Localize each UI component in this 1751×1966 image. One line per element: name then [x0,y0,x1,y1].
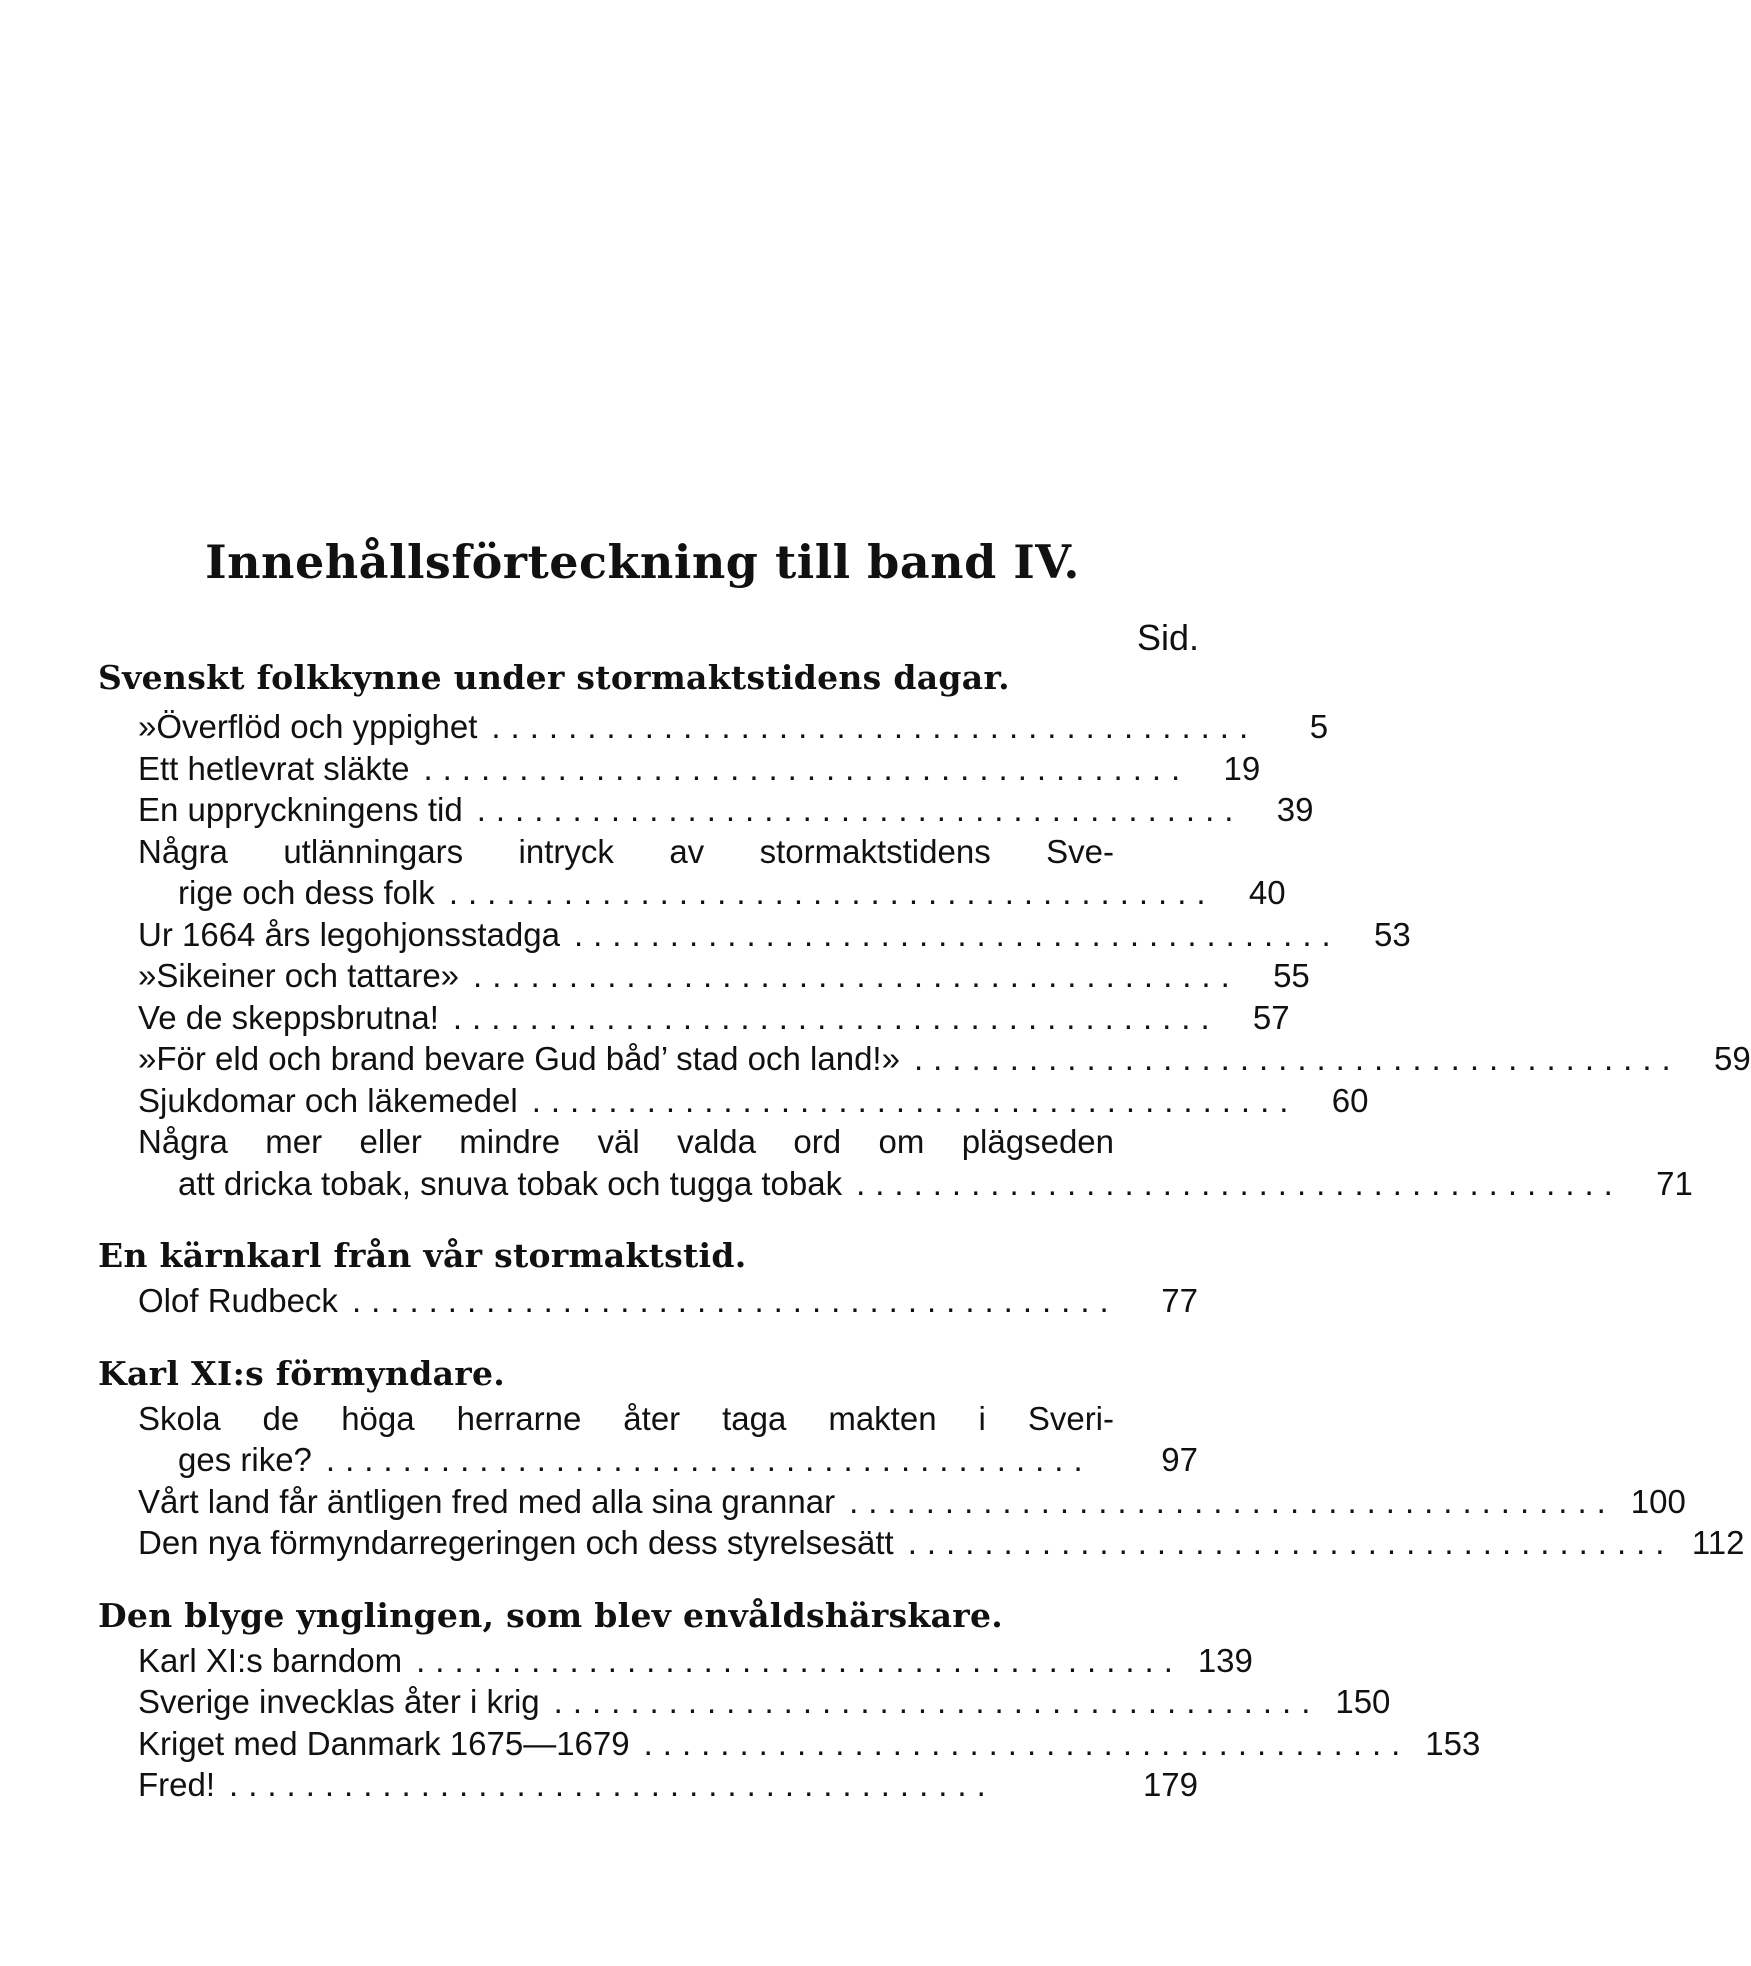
entry-page-number: 179 [1142,1766,1198,1803]
toc-entry [98,831,1286,914]
entry-page-number: 97 [1161,1441,1198,1478]
entry-title: rige och dess folk [178,874,435,911]
entry-page-number: 150 [1335,1683,1391,1720]
entry-title: Ur 1664 års legohjonsstadga [138,915,560,953]
entry-title: Sverige invecklas åter i krig [138,1683,540,1720]
entry-title: Sjukdomar och läkemedel [138,1081,518,1119]
toc-section [98,1350,1745,1564]
toc-entry [98,1121,1693,1204]
toc-entry [98,789,1314,831]
toc-entry [98,1080,1369,1122]
dot-leader: ........................................ [452,998,1220,1036]
entry-title: Vårt land får äntligen fred med alla sina grannar [138,1482,836,1520]
entry-title: Ett hetlevrat släkte [138,749,410,787]
entry-title: »Sikeiner och tattare» [138,957,460,994]
entry-title: »Överflöd och yppighet [138,708,478,745]
entry-title: att dricka tobak, snuva tobak och tugga tobak [178,1164,843,1202]
entry-page-number: 39 [1276,791,1314,828]
entry-page-number: 112 [1691,1524,1745,1561]
entry-page-number: 71 [1656,1164,1693,1202]
page-title: Innehållsförteckning till band IV. [205,535,1080,589]
toc-entry [98,1038,1751,1080]
toc-entry [98,955,1310,997]
entry-title-line2-row [138,872,1286,914]
toc-entry [98,1522,1745,1564]
dot-leader: ........................................ [325,1441,1093,1478]
toc-entry [98,748,1261,790]
entry-page-number: 5 [1309,708,1329,745]
section-title: Karl XI:s förmyndare. [98,1353,506,1393]
entry-page-number: 55 [1273,957,1310,994]
entry-page-number: 19 [1223,749,1261,787]
dot-leader: ........................................ [553,1683,1321,1720]
toc-section [98,1232,1198,1322]
toc-entry [98,1723,1481,1765]
entry-title: Ve de skeppsbrutna! [138,998,439,1036]
table-of-contents [98,650,1751,1834]
section-title: Svenskt folkkynne under stormaktstidens dagar. [98,658,1010,697]
entry-title: Karl XI:s barndom [138,1641,403,1679]
dot-leader: ........................................ [229,1766,996,1803]
toc-entry [98,1481,1686,1523]
toc-entry [98,706,1329,748]
dot-leader: ........................................ [913,1040,1681,1077]
dot-leader: ........................................ [856,1164,1623,1202]
entry-title-line1: Några mer eller mindre väl valda ord om plägseden [138,1123,1114,1160]
dot-leader: ........................................ [351,1282,1119,1319]
toc-entry [98,997,1290,1039]
entry-title-line2-row [138,1439,1198,1481]
toc-entry [98,1398,1198,1481]
dot-leader: ........................................ [423,749,1191,787]
toc-section [98,1592,1481,1806]
entry-title: ges rike? [178,1441,312,1478]
entry-title: Fred! [138,1766,216,1803]
entry-page-number: 153 [1425,1724,1481,1762]
entry-title-line1: Några utlänningars intryck av stormaktstidens Sve- [138,832,1114,870]
page-column-header: Sid. [1136,617,1199,658]
dot-leader: ........................................ [473,957,1240,994]
dot-leader: ........................................ [448,874,1216,911]
entry-title-line1: Skola de höga herrarne åter taga makten i Sveri- [138,1399,1114,1437]
toc-entry [98,1681,1391,1723]
dot-leader: ........................................ [416,1641,1183,1679]
dot-leader: ........................................ [849,1482,1616,1520]
section-title: Den blyge ynglingen, som blev envåldshärskare. [98,1595,1004,1635]
dot-leader: ........................................ [491,708,1259,745]
entry-page-number: 53 [1373,915,1411,953]
entry-page-number: 57 [1252,998,1290,1036]
dot-leader: ........................................ [643,1724,1411,1762]
entry-page-number: 59 [1713,1040,1751,1077]
section-title: En kärnkarl från vår stormaktstid. [98,1236,747,1275]
dot-leader: ........................................ [573,915,1341,953]
entry-title: Den nya förmyndarregeringen och dess styrelsesätt [138,1524,894,1561]
entry-page-number: 60 [1331,1081,1369,1119]
toc-section [98,650,1751,1204]
entry-title-line2-row [138,1163,1693,1205]
toc-entry [98,914,1411,956]
dot-leader: ........................................ [531,1081,1299,1119]
entry-title: En uppryckningens tid [138,791,463,828]
entry-title: Kriget med Danmark 1675—1679 [138,1724,630,1762]
dot-leader: ........................................ [476,791,1244,828]
toc-entry [98,1764,1198,1806]
entry-page-number: 40 [1248,874,1286,911]
entry-title: »För eld och brand bevare Gud båd’ stad och land!» [138,1040,900,1077]
toc-entry [98,1640,1253,1682]
dot-leader: ........................................ [907,1524,1675,1561]
entry-title: Olof Rudbeck [138,1282,338,1319]
entry-page-number: 100 [1630,1482,1686,1520]
toc-entry [98,1280,1198,1322]
entry-page-number: 139 [1197,1641,1253,1679]
entry-page-number: 77 [1161,1282,1198,1319]
